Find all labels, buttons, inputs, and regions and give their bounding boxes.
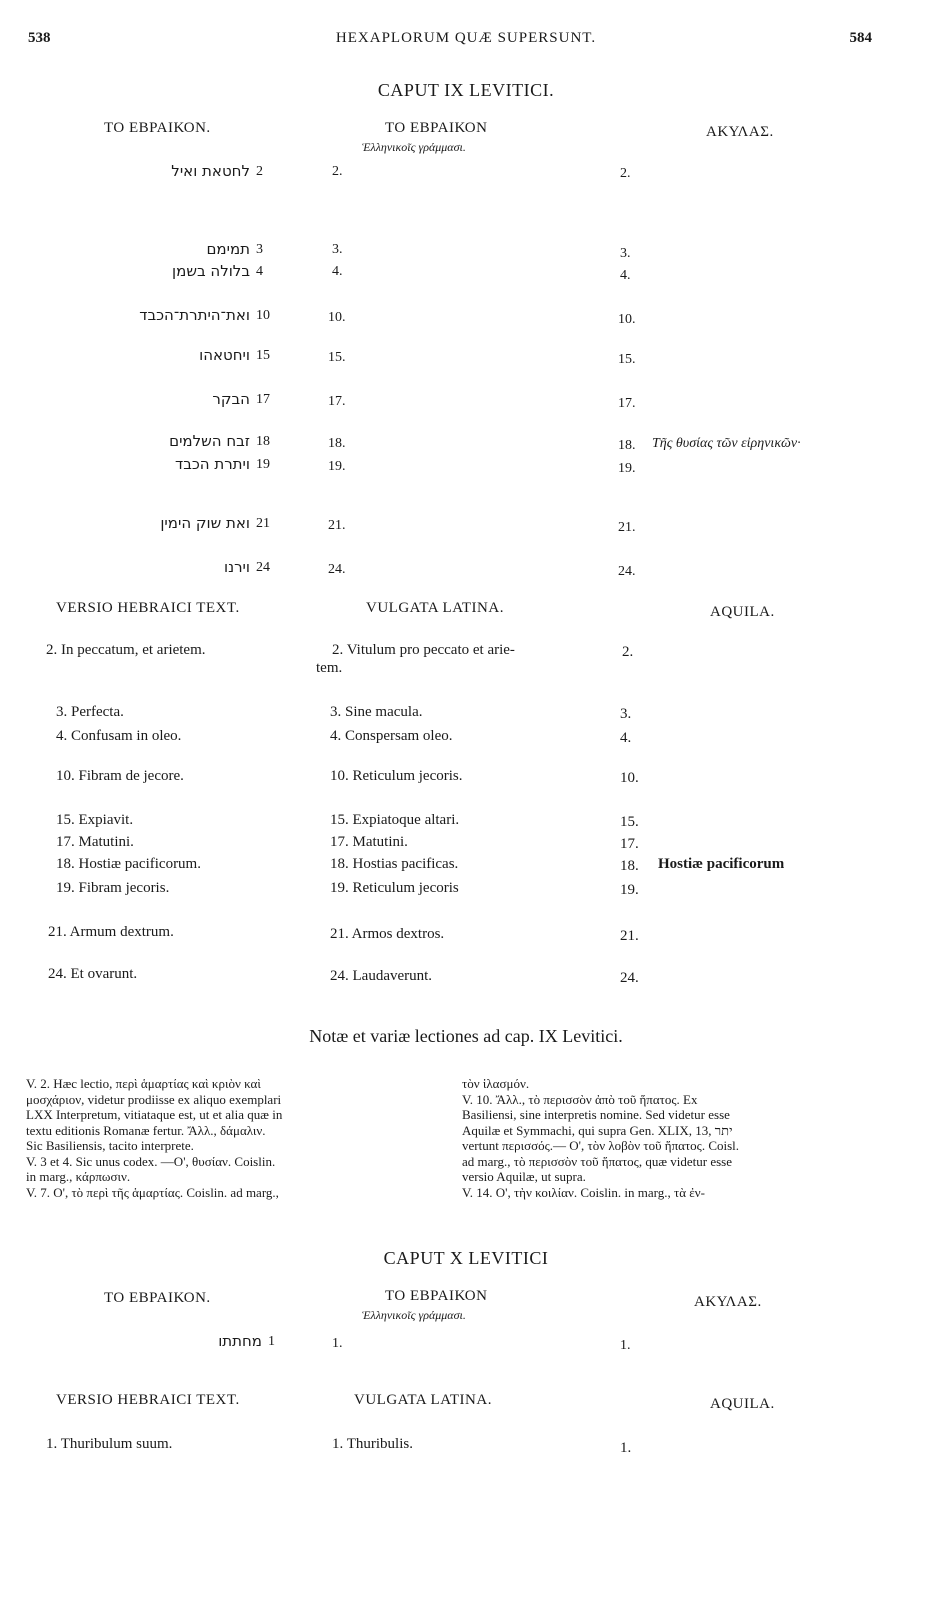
aquila-cell: 17. (618, 396, 636, 411)
verse-number: 19 (256, 457, 270, 472)
col-versio-header: VERSIO HEBRAICI TEXT. (56, 1392, 240, 1408)
transliteration-cell: 18. (328, 436, 346, 451)
aquila-latin-cell: 2. (622, 644, 634, 660)
transliteration-cell: 15. (328, 350, 346, 365)
verse-number: 17 (256, 392, 270, 407)
aquila-cell: 2. (620, 166, 631, 181)
col-vulgata-header: VULGATA LATINA. (366, 600, 504, 616)
col-versio-header: VERSIO HEBRAICI TEXT. (56, 600, 240, 616)
vulgata-cell: 18. Hostias pacificas. (330, 856, 459, 872)
aquila-latin-cell: 18. (620, 858, 639, 874)
versio-cell: 2. In peccatum, et arietem. (46, 642, 206, 658)
right-page-number: 584 (849, 30, 872, 46)
versio-cell: 10. Fibram de jecore. (56, 768, 184, 784)
hebrew-word: ואת־היתרת־הכבד (139, 306, 250, 324)
vulgata-cell: 3. Sine macula. (330, 704, 423, 720)
verse-number: 24 (256, 560, 270, 575)
note-line: V. 10. Ἄλλ., τὸ περισσὸν ἀπὸ τοῦ ἥπατος. Ex (462, 1091, 698, 1107)
hebrew-word: ואת שוק הימין (160, 514, 250, 532)
note-line: textu editionis Romanæ fertur. Ἄλλ., δάμαλιν. (26, 1122, 266, 1138)
transliteration-cell: 19. (328, 459, 346, 474)
versio-cell: 1. Thuribulum suum. (46, 1436, 173, 1452)
note-line: Basiliensi, sine interpretis nomine. Sed videtur esse (462, 1107, 730, 1122)
running-title: HEXAPLORUM QUÆ SUPERSUNT. (335, 30, 597, 46)
note-line: V. 2. Hæc lectio, περὶ ἁμαρτίας καὶ κριὸν καὶ (26, 1076, 261, 1091)
note-line: vertunt περισσός.— Ο', τὸν λοβὸν τοῦ ἥπατος. Coisl. (462, 1138, 740, 1153)
hebrew-word: זבח השלמים (169, 432, 250, 450)
versio-cell: 24. Et ovarunt. (48, 966, 138, 982)
verse-number: 2 (256, 164, 263, 179)
aquila-latin-cell: 19. (620, 882, 639, 898)
hebrew-word: הבקר (212, 390, 250, 408)
aquila-cell: 19. (618, 461, 636, 476)
note-line: τὸν ἱλασμόν. (462, 1076, 530, 1091)
hebrew-word: בלולה בשמן (172, 262, 250, 280)
note-line: V. 3 et 4. Sic unus codex. —Ο', θυσίαν. Coislin. (26, 1153, 276, 1169)
aquila-cell: 1. (620, 1338, 631, 1353)
verse-number: 3 (256, 242, 263, 257)
note-line: V. 7. Ο', τὸ περὶ τῆς ἁμαρτίας. Coislin. ad marg., (26, 1184, 279, 1200)
left-page-number: 538 (28, 30, 51, 46)
col-hebrew-greek-header: ΤΟ ΕΒΡΑΙΚΟΝ (385, 120, 488, 136)
hebrew-word: ויחטאהו (199, 346, 250, 364)
aquila-latin-cell: 15. (620, 814, 639, 830)
hebrew-word: תמימם (206, 240, 250, 258)
versio-cell: 3. Perfecta. (56, 704, 124, 720)
vulgata-cell: 1. Thuribulis. (332, 1436, 413, 1452)
col-hebrew-header: ΤΟ ΕΒΡΑΙΚΟΝ. (104, 120, 211, 136)
col-aquila-header: ΑΚΥΛΑΣ. (706, 124, 774, 140)
vulgata-cell: 4. Conspersam oleo. (330, 728, 453, 744)
vulgata-cell: 10. Reticulum jecoris. (330, 768, 463, 784)
hebrew-word: לחטאת ואיל (171, 162, 250, 180)
vulgata-cell: 24. Laudaverunt. (330, 968, 433, 984)
notes-left-column (26, 1076, 446, 1200)
aquila-cell: 18. (618, 438, 636, 453)
verse-number: 4 (256, 264, 263, 279)
aquila-latin-reading: Hostiæ pacificorum (658, 856, 785, 872)
note-line: versio Aquilæ, ut supra. (462, 1169, 586, 1184)
note-line: in marg., κάρπωσιν. (26, 1169, 131, 1184)
aquila-cell: 24. (618, 564, 636, 579)
note-line: μοσχάριον, videtur prodiisse ex aliquo exemplari (26, 1091, 282, 1107)
col-hebrew-greek-subheader: Ἑλληνικοῖς γράμμασι. (362, 140, 466, 154)
vulgata-cell: 17. Matutini. (330, 834, 408, 850)
verse-number: 21 (256, 516, 270, 531)
vulgata-cell: 19. Reticulum jecoris (330, 880, 459, 896)
transliteration-cell: 24. (328, 562, 346, 577)
hebrew-word: וירנו (223, 558, 250, 576)
vulgata-cell: 21. Armos dextros. (330, 926, 445, 942)
aquila-cell: 10. (618, 312, 636, 327)
verse-number: 10 (256, 308, 270, 323)
col-hebrew-header: ΤΟ ΕΒΡΑΙΚΟΝ. (104, 1290, 211, 1306)
aquila-latin-cell: 4. (620, 730, 632, 746)
vulgata-cell: 2. Vitulum pro peccato et arie- (332, 642, 515, 658)
transliteration-cell: 17. (328, 394, 346, 409)
note-line: V. 14. Ο', τὴν κοιλίαν. Coislin. in marg., τὰ ἐν- (462, 1184, 705, 1200)
transliteration-cell: 4. (332, 264, 343, 279)
verse-number: 1 (268, 1334, 275, 1349)
col-hebrew-greek-header: ΤΟ ΕΒΡΑΙΚΟΝ (385, 1288, 488, 1304)
transliteration-cell: 1. (332, 1336, 343, 1351)
versio-cell: 17. Matutini. (56, 834, 134, 850)
versio-cell: 4. Confusam in oleo. (56, 728, 182, 744)
aquila-cell: 15. (618, 352, 636, 367)
transliteration-cell: 10. (328, 310, 346, 325)
vulgata-cell-continued: tem. (316, 660, 343, 676)
aquila-cell: 3. (620, 246, 631, 261)
aquila-latin-cell: 1. (620, 1440, 632, 1456)
aquila-latin-cell: 10. (620, 770, 639, 786)
hebrew-word: מחתתו (218, 1332, 262, 1350)
col-aquila-latin-header: AQUILA. (710, 1396, 775, 1412)
verse-number: 18 (256, 434, 270, 449)
transliteration-cell: 21. (328, 518, 346, 533)
verse-number: 15 (256, 348, 270, 363)
aquila-latin-cell: 17. (620, 836, 639, 852)
aquila-greek-reading: Τῆς θυσίας τῶν εἰρηνικῶν· (652, 436, 801, 451)
notes-right-column (462, 1076, 882, 1200)
note-line: LXX Interpretum, vitiataque est, ut et alia quæ in (26, 1107, 283, 1122)
versio-cell: 18. Hostiæ pacificorum. (56, 856, 201, 872)
hebrew-word: ויתרת הכבד (175, 455, 250, 473)
transliteration-cell: 3. (332, 242, 343, 257)
note-line: ad marg., τὸ περισσὸν τοῦ ἥπατος, quæ videtur esse (462, 1153, 732, 1169)
note-line: Aquilæ et Symmachi, qui supra Gen. XLIX, 13, יתר (462, 1122, 733, 1138)
transliteration-cell: 2. (332, 164, 343, 179)
col-vulgata-header: VULGATA LATINA. (354, 1392, 492, 1408)
versio-cell: 19. Fibram jecoris. (56, 880, 170, 896)
aquila-cell: 4. (620, 268, 631, 283)
col-aquila-header: ΑΚΥΛΑΣ. (694, 1294, 762, 1310)
note-line: Sic Basiliensis, tacito interprete. (26, 1138, 194, 1153)
aquila-cell: 21. (618, 520, 636, 535)
versio-cell: 21. Armum dextrum. (48, 924, 174, 940)
notes-title: Notæ et variæ lectiones ad cap. IX Levitici. (309, 1026, 623, 1046)
chapter-10-title: CAPUT X LEVITICI (383, 1248, 549, 1268)
col-hebrew-greek-subheader: Ἑλληνικοῖς γράμμασι. (362, 1308, 466, 1322)
vulgata-cell: 15. Expiatoque altari. (330, 812, 460, 828)
versio-cell: 15. Expiavit. (56, 812, 134, 828)
chapter-9-title: CAPUT IX LEVITICI. (377, 80, 555, 100)
aquila-latin-cell: 3. (620, 706, 632, 722)
aquila-latin-cell: 21. (620, 928, 639, 944)
col-aquila-latin-header: AQUILA. (710, 604, 775, 620)
aquila-latin-cell: 24. (620, 970, 639, 986)
